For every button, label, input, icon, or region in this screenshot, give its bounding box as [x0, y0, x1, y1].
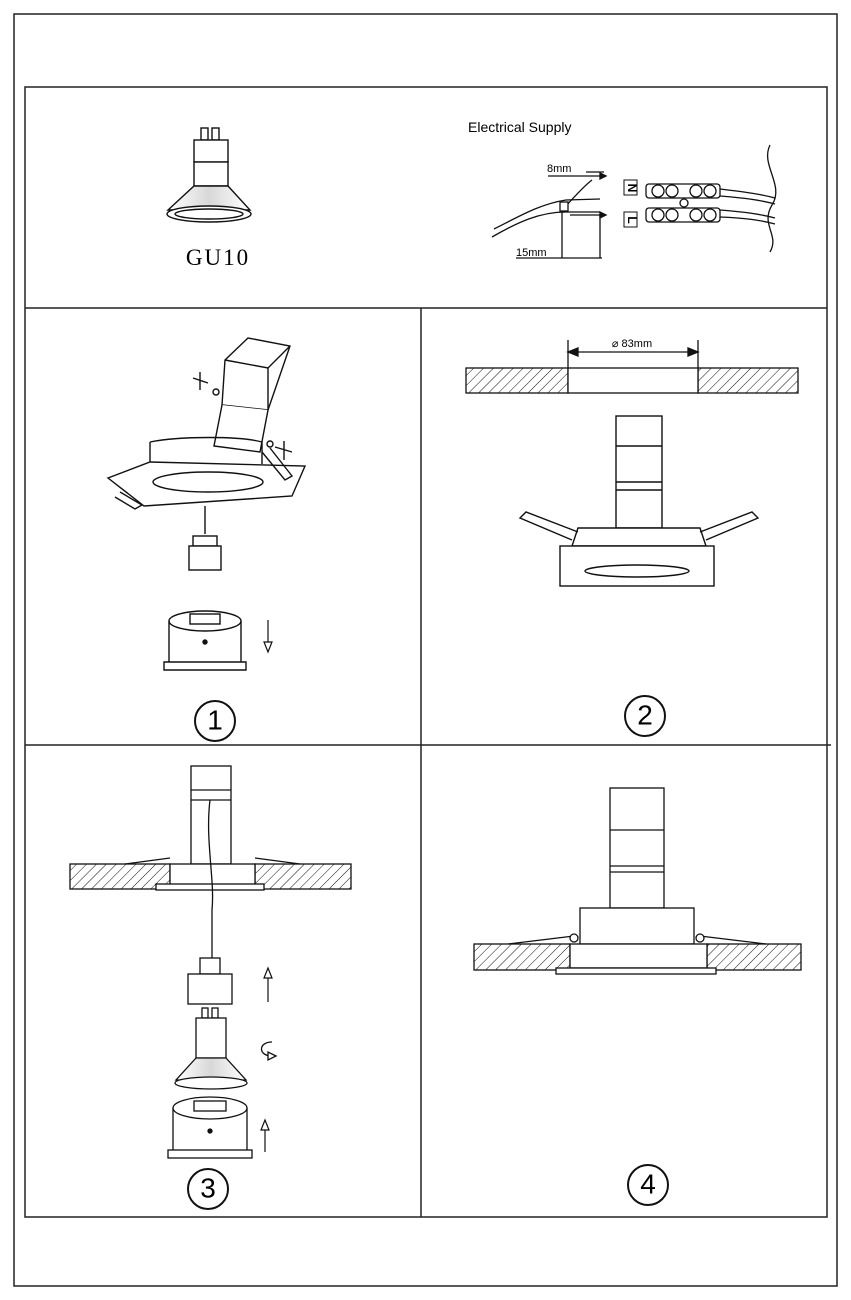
gu10-lamp-icon	[167, 128, 251, 222]
step3-installed-fitting	[70, 766, 351, 958]
cutout-diameter-label: ⌀ 83mm	[611, 338, 653, 350]
step2-fitting-side-view	[520, 416, 758, 586]
terminal-l-label: L	[624, 216, 639, 224]
electrical-supply-title: Electrical Supply	[468, 119, 572, 135]
terminal-block-icon	[646, 145, 776, 252]
step3-up-arrow-icon-lower	[261, 1120, 269, 1152]
step3-rotate-arrow-icon	[262, 1042, 277, 1060]
step2-number: 2	[637, 699, 653, 731]
panel-grid	[25, 87, 827, 1217]
sheath-length-label: 15mm	[516, 247, 547, 259]
step3-number-badge	[188, 1169, 228, 1209]
step3-lamp-holder-ring	[168, 1097, 252, 1158]
step2-number-badge	[625, 696, 665, 736]
lamp-type-label: GU10	[185, 245, 251, 270]
step1-down-arrow-icon	[264, 620, 272, 652]
terminal-n-label: N	[624, 183, 639, 193]
step1-number: 1	[207, 704, 223, 736]
cable-stripping-diagram	[492, 172, 606, 258]
step1-number-badge	[195, 701, 235, 741]
step3-up-arrow-icon	[264, 968, 272, 1002]
step4-number: 4	[640, 1168, 656, 1200]
step1-fitting-illustration	[108, 338, 305, 570]
step3-gu10-lamp	[175, 1008, 247, 1089]
outer-frame	[14, 14, 837, 1286]
step1-lamp-holder-ring	[164, 611, 246, 670]
step3-connector	[188, 958, 232, 1004]
step3-number: 3	[200, 1172, 216, 1204]
step4-completed-installation	[474, 788, 801, 974]
strip-length-label: 8mm	[547, 163, 572, 175]
step4-number-badge	[628, 1165, 668, 1205]
